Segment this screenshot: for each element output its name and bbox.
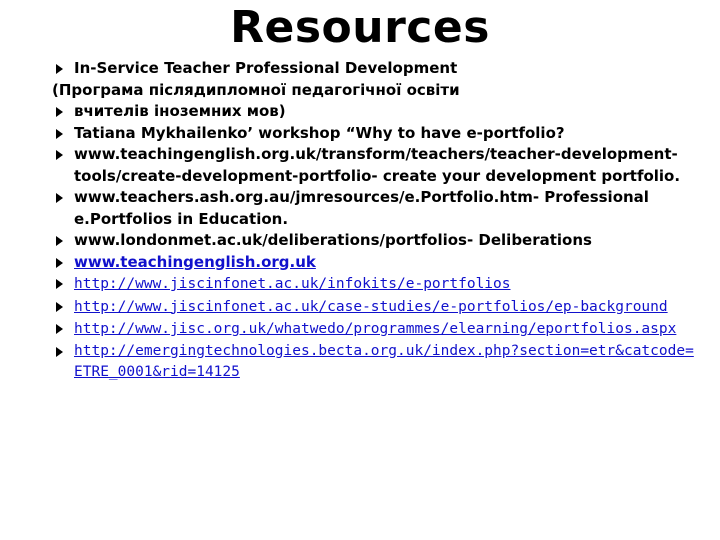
item-text-line: www.teachingenglish.org.uk/transform/teachers/teacher-development- [74,145,678,163]
bullet-arrow-icon [56,129,63,139]
item-text: www.londonmet.ac.uk/deliberations/portfolios- Deliberations [74,231,592,249]
teachingenglish-link[interactable]: www.teachingenglish.org.uk [74,252,316,271]
bullet-arrow-icon [56,279,63,289]
jiscinfonet-infokits-link[interactable]: http://www.jiscinfonet.ac.uk/infokits/e-portfolios [74,276,511,292]
becta-link-line[interactable]: http://emergingtechnologies.becta.org.uk/index.php?section=etr&catcode= [74,342,694,359]
list-item [52,273,702,296]
slide-title: Resources [230,2,490,53]
item-text: (Програма післядипломної педагогічної освіти [52,80,460,99]
list-item [52,101,702,123]
jiscinfonet-case-studies-link[interactable]: http://www.jiscinfonet.ac.uk/case-studies/e-portfolios/ep-background [74,298,668,315]
item-text-line: tools/create-development-portfolio- create your development portfolio. [74,166,681,185]
becta-link-line[interactable]: ETRE_0001&rid=14125 [74,364,240,380]
list-item [52,123,702,145]
item-text: Tatiana Mykhailenko’ workshop “Why to have e-portfolio? [74,123,565,142]
bullet-arrow-icon [56,347,63,357]
bullet-arrow-icon [56,302,63,312]
jisc-eportfolios-link[interactable]: http://www.jisc.org.uk/whatwedo/programmes/elearning/eportfolios.aspx [74,321,677,337]
bullet-arrow-icon [56,258,63,268]
list-item [52,230,702,252]
list-item [52,80,702,102]
bullet-arrow-icon [56,324,63,334]
bullet-arrow-icon [56,193,63,203]
item-text-line: www.teachers.ash.org.au/jmresources/e.Portfolio.htm- Professional [74,188,649,206]
resource-list [52,58,702,384]
list-item [52,252,702,274]
list-item [52,58,702,80]
item-text: вчителів іноземних мов) [74,102,286,120]
item-text-line: e.Portfolios in Education. [74,209,289,228]
bullet-arrow-icon [56,236,63,246]
list-item [52,296,702,319]
bullet-arrow-icon [56,107,63,117]
bullet-arrow-icon [56,150,63,160]
list-item [52,144,702,187]
bullet-arrow-icon [56,64,63,74]
list-item [52,318,702,341]
list-item [52,341,702,384]
list-item [52,187,702,230]
item-text: In-Service Teacher Professional Development [74,59,458,77]
